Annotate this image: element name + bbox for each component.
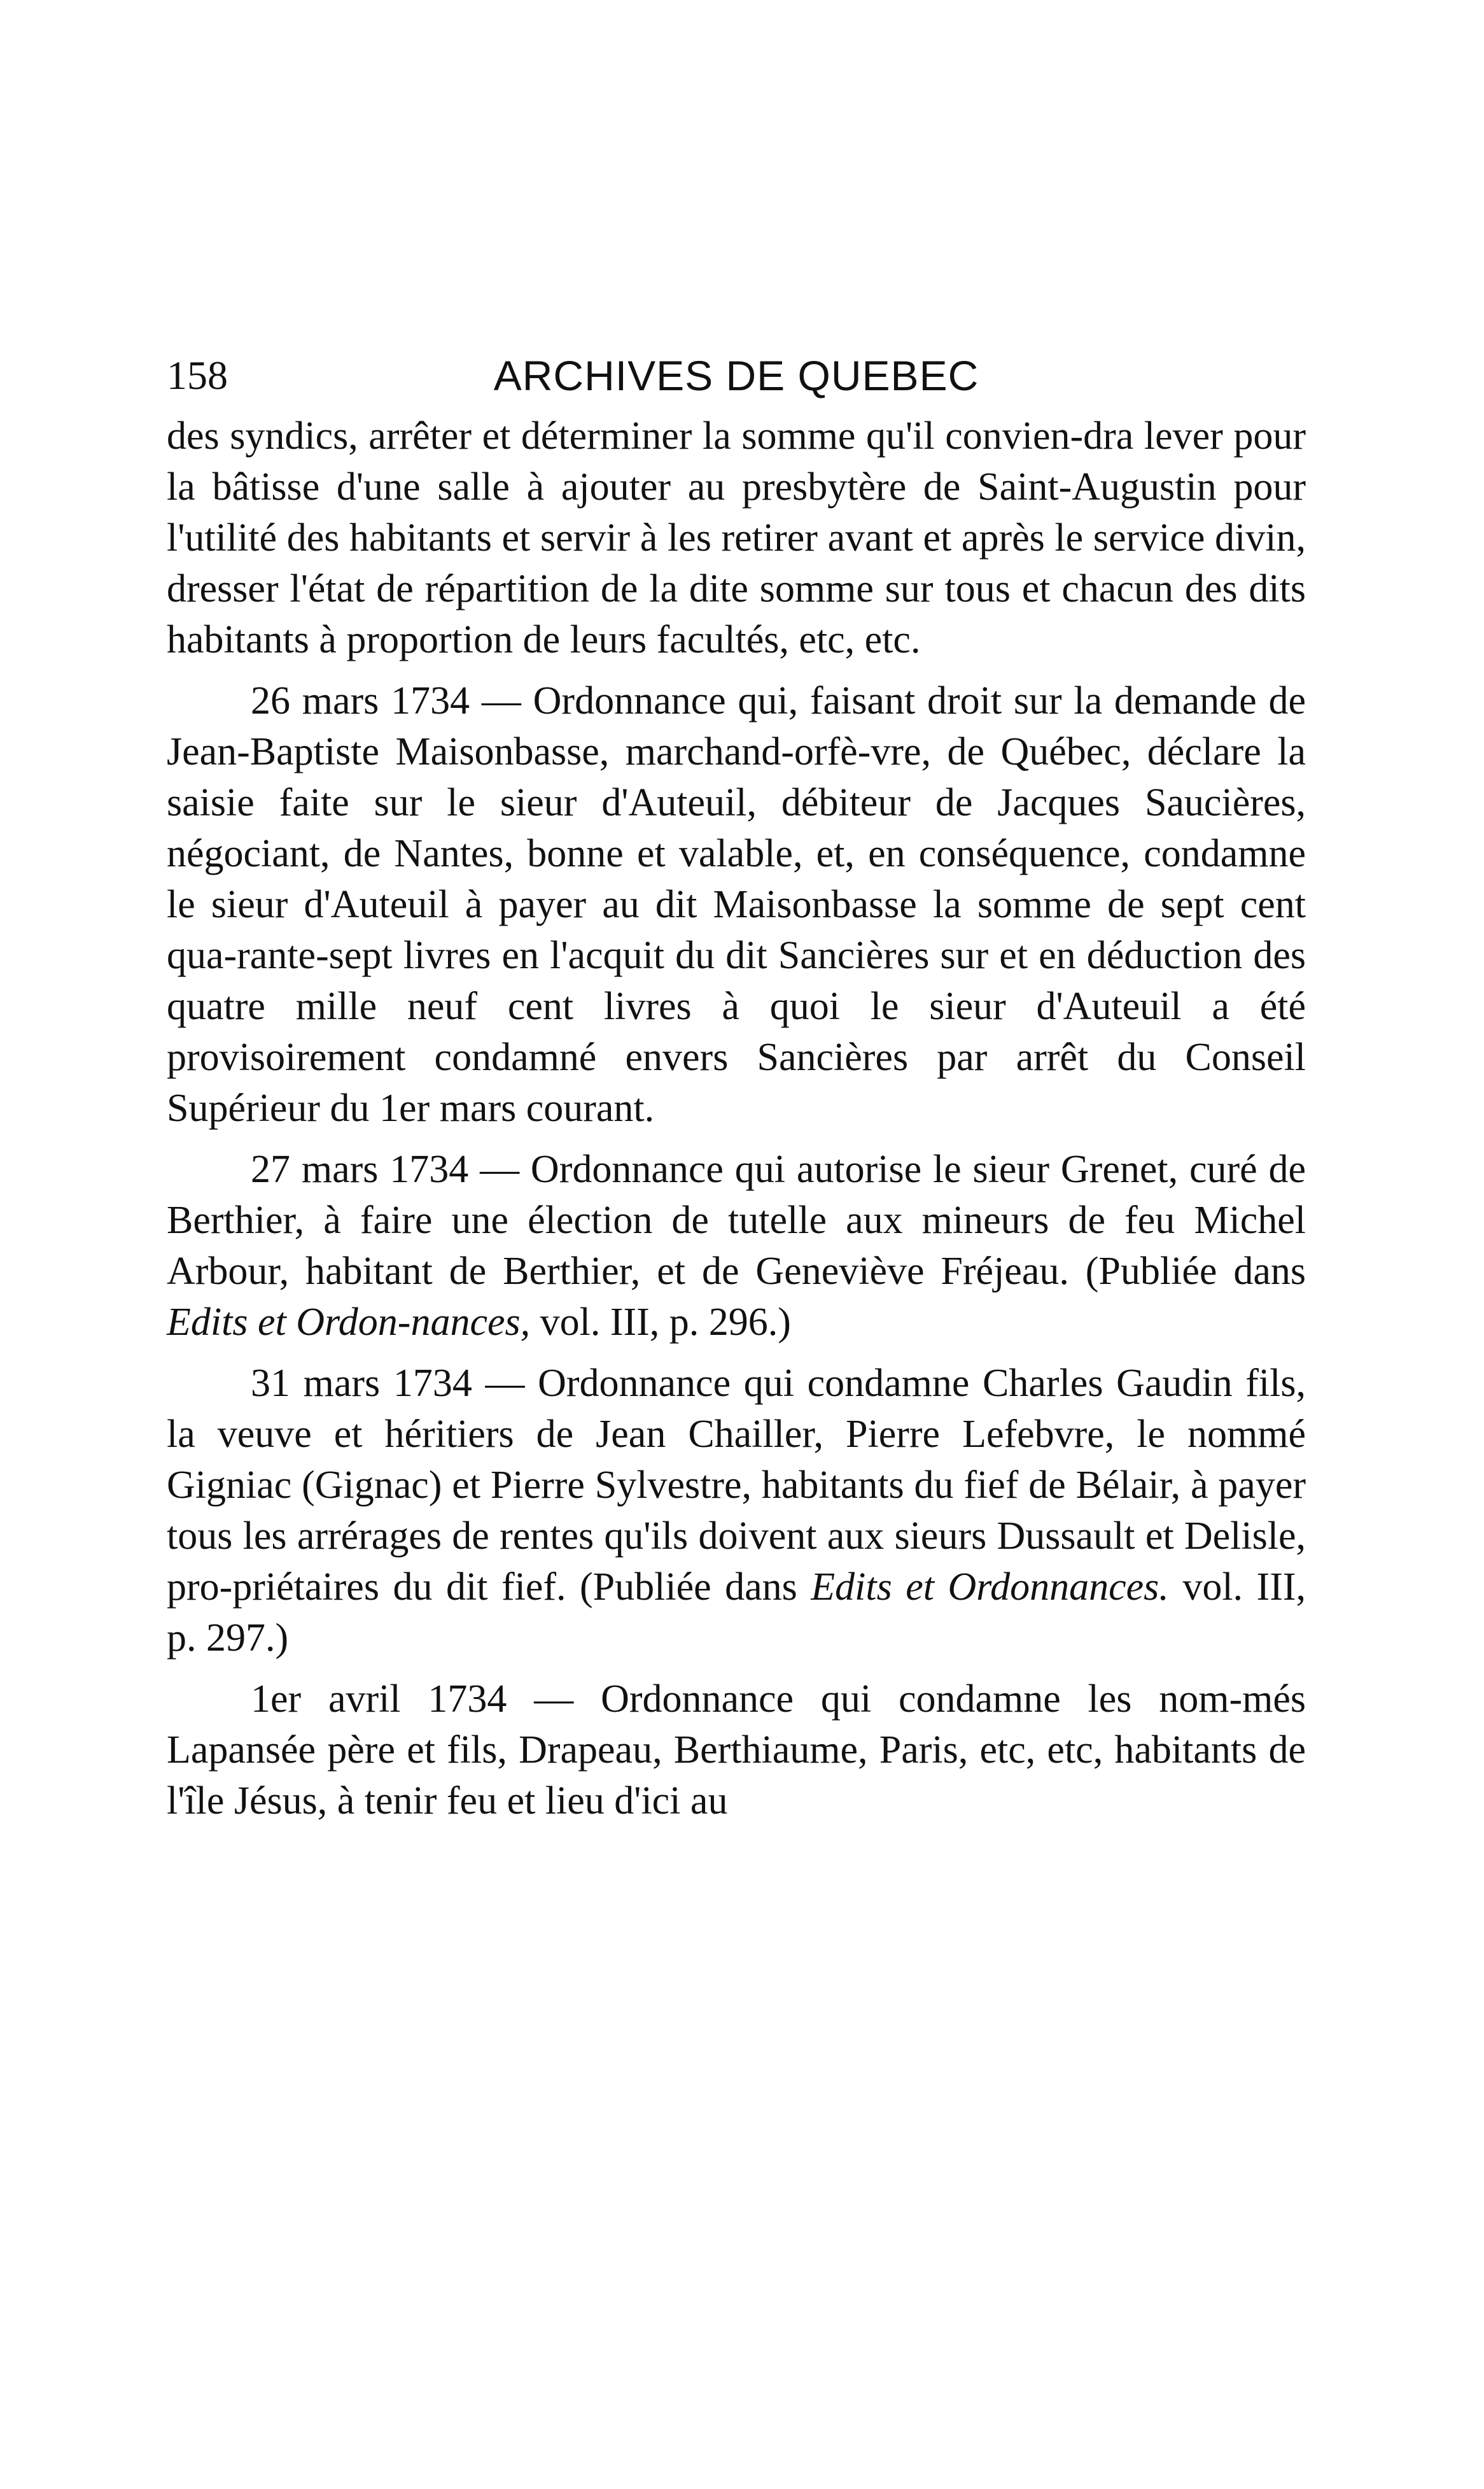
paragraph-text: vol. III, p. 296.): [530, 1301, 791, 1344]
entry-1734-03-26: [167, 675, 1306, 1134]
running-title: ARCHIVES DE QUEBEC: [493, 352, 979, 399]
page-body: [167, 411, 1306, 1826]
paragraph-continuation: [167, 411, 1306, 665]
paragraph-text: 31 mars 1734 — Ordonnance qui condamne Charles Gaudin fils, la veuve et héritiers de Jean Chailler, Pierre Lefebvre, le nommé Gigniac (Gignac) et Pierre Sylvestre, habitants du fief de Bélair, à payer tous les arrérages de rentes qu'ils doivent aux sieurs Dussault et Delisle, pro-priétaires du dit fief. (Publiée dans: [167, 1362, 1306, 1609]
entry-1734-03-31: [167, 1358, 1306, 1663]
paragraph-text: vol. III, p. 297.): [167, 1565, 1306, 1660]
book-page: [167, 344, 1306, 1837]
entry-1734-03-27: [167, 1144, 1306, 1348]
paragraph-text: 1er avril 1734 — Ordonnance qui condamne les nom-més Lapansée père et fils, Drapeau, Berthiaume, Paris, etc, etc, habitants de l'île Jésus, à tenir feu et lieu d'ici au: [167, 1677, 1306, 1823]
paragraph-text: 26 mars 1734 — Ordonnance qui, faisant droit sur la demande de Jean-Baptiste Maisonbasse, marchand-orfè-vre, de Québec, déclare la saisie faite sur le sieur d'Auteuil, débiteur de Jacques Saucières, négociant, de Nantes, bonne et valable, et, en conséquence, condamne le sieur d'Auteuil à payer au dit Maisonbasse la somme de sept cent qua-rante-sept livres en l'acquit du dit Sancières sur et en déduction des quatre mille neuf cent livres à quoi le sieur d'Auteuil a été provisoirement condamné envers Sancières par arrêt du Conseil Supérieur du 1er mars courant.: [167, 679, 1306, 1130]
publication-title: Edits et Ordon-nances,: [167, 1301, 531, 1344]
page-header: [167, 344, 1306, 407]
page-number: 158: [167, 353, 228, 398]
paragraph-text: 27 mars 1734 — Ordonnance qui autorise le sieur Grenet, curé de Berthier, à faire une élection de tutelle aux mineurs de feu Michel Arbour, habitant de Berthier, et de Geneviève Fréjeau. (Publiée dans: [167, 1148, 1306, 1293]
paragraph-text: des syndics, arrêter et déterminer la somme qu'il convien-dra lever pour la bâtisse d'une salle à ajouter au presbytère de Saint-Augustin pour l'utilité des habitants et servir à les retirer avant et après le service divin, dresser l'état de répartition de la dite somme sur tous et chacun des dits habitants à proportion de leurs facultés, etc, etc.: [167, 414, 1306, 661]
entry-1734-04-01: [167, 1674, 1306, 1826]
publication-title: Edits et Ordonnances.: [811, 1565, 1169, 1609]
